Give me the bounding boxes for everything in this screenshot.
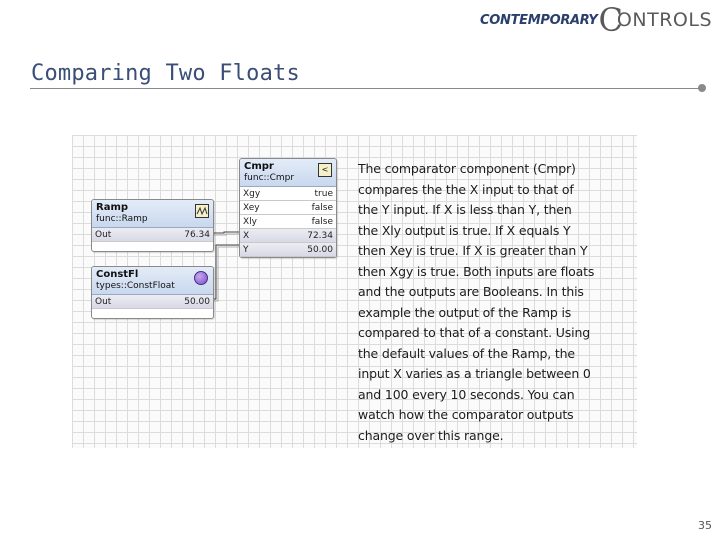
description-line: input X varies as a triangle between 0 [358,366,591,381]
slot-value: false [311,202,333,213]
constfl-component[interactable] [91,266,214,319]
logo-word-controls [598,1,712,39]
description-line: then Xey is true. If X is greater than Y [358,243,588,258]
description-line: the default values of the Ramp, the [358,345,575,361]
cmpr-slot-xgy[interactable] [240,187,336,201]
slot-label: Out [95,296,112,307]
constfl-slot-out[interactable] [92,295,213,309]
description-line: The comparator component (Cmpr) [358,161,576,176]
cmpr-slot-x[interactable] [240,229,336,243]
slide-title: Comparing Two Floats [31,61,300,86]
ramp-header[interactable] [92,200,213,228]
description-text [358,159,620,446]
ramp-type: func::Ramp [96,214,148,224]
slot-value: false [311,216,333,227]
slot-value: true [314,188,333,199]
slot-label: Xly [243,216,257,227]
cmpr-component[interactable] [239,158,337,258]
slot-value: 76.34 [184,229,210,240]
description-line: compares the the X input to that of [358,181,574,197]
wire-const-to-y-shadow [213,247,240,301]
description-line: watch how the comparator outputs [358,407,574,422]
slot-label: Xgy [243,188,261,199]
wire-ramp-to-x [213,232,240,233]
description-line: change over this range. [358,427,504,443]
cmpr-slot-xey[interactable] [240,201,336,215]
wire-const-to-y [213,245,240,299]
cmpr-header[interactable] [240,159,336,187]
company-logo [480,1,712,39]
less-than-icon: < [318,163,332,177]
ramp-component[interactable] [91,199,214,252]
ramp-wave-icon [195,204,209,218]
logo-word-ontrols: ONTROLS [616,9,712,31]
description-line: then Xgy is true. Both inputs are floats [358,263,595,279]
constfl-type: types::ConstFloat [96,281,175,291]
cmpr-name: Cmpr [244,161,274,172]
constfl-name: ConstFl [96,269,139,280]
slot-label: Out [95,229,112,240]
cmpr-slot-xly[interactable] [240,215,336,229]
description-line: compared to that of a constant. Using [358,325,591,340]
slot-value: 50.00 [184,296,210,307]
ramp-slot-out[interactable] [92,228,213,242]
slot-label: Xey [243,202,260,213]
ramp-name: Ramp [96,202,129,213]
description-line: example the output of the Ramp is [358,304,572,320]
description-line: and 100 every 10 seconds. You can [358,386,575,402]
purple-ball-icon [194,271,208,285]
slot-value: 72.34 [307,230,333,241]
slot-value: 50.00 [307,244,333,255]
title-divider [30,88,702,89]
divider-end-dot [698,84,706,92]
logo-big-c: C [598,1,623,39]
logo-word-contemporary: CONTEMPORARY [480,12,598,28]
description-line: the Y input. If X is less than Y, then [358,202,572,217]
cmpr-type: func::Cmpr [244,173,295,183]
page-number: 35 [698,519,712,532]
constfl-header[interactable] [92,267,213,295]
cmpr-slot-y[interactable] [240,243,336,257]
description-line: the Xly output is true. If X equals Y [358,222,571,238]
wire-ramp-to-x-shadow [213,234,240,235]
description-line: and the outputs are Booleans. In this [358,284,584,299]
slot-label: Y [243,244,249,255]
slot-label: X [243,230,250,241]
